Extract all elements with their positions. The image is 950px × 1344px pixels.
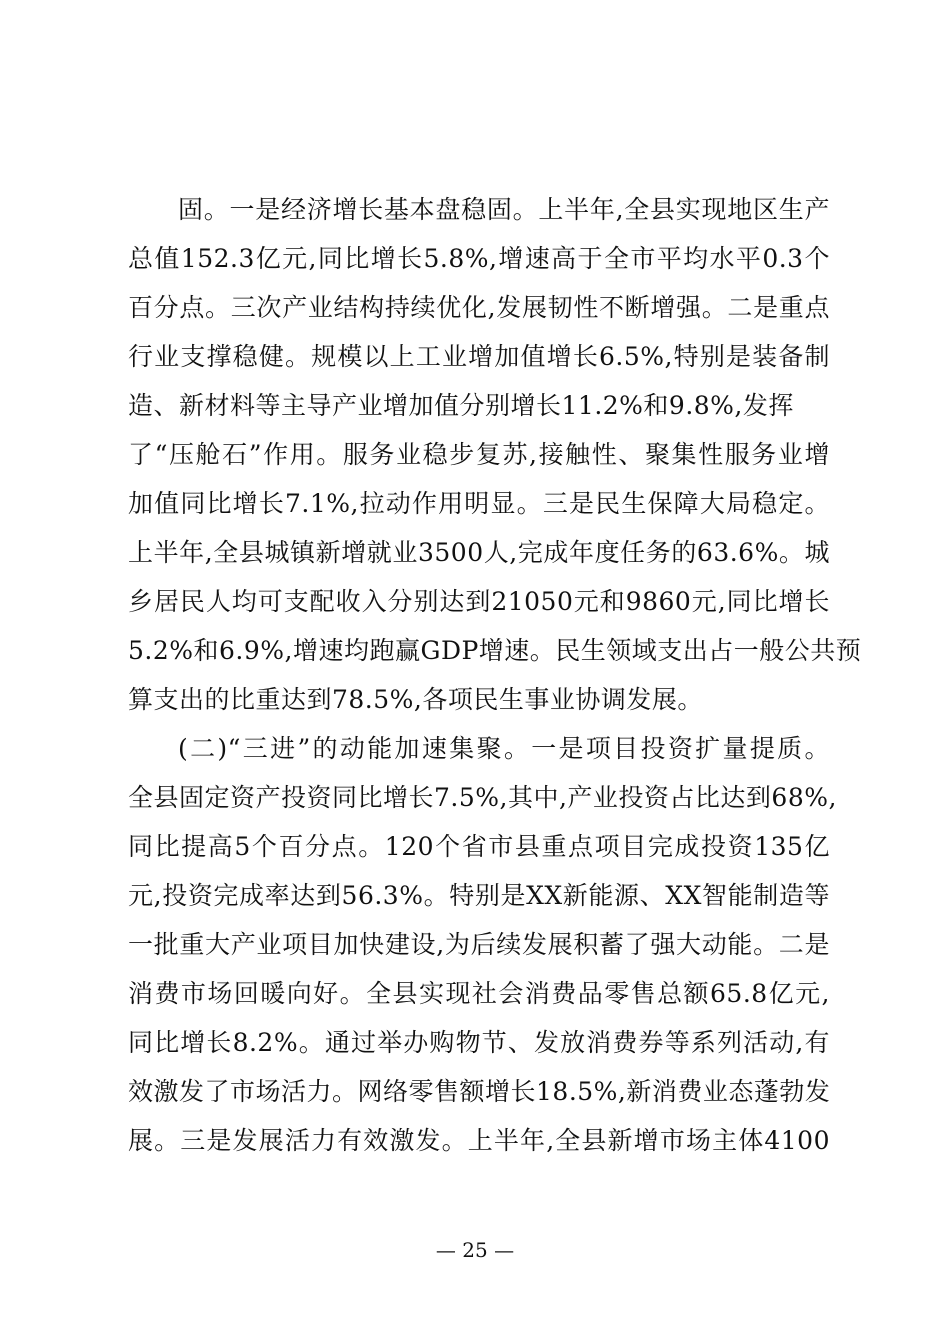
text-line: 造、新材料等主导产业增加值分别增长11.2%和9.8%,发挥 <box>128 391 794 420</box>
text-line: 效激发了市场活力。网络零售额增长18.5%,新消费业态蓬勃发 <box>128 1077 831 1106</box>
text-line: 元,投资完成率达到56.3%。特别是XX新能源、XX智能制造等 <box>128 881 830 910</box>
text-line: 同比增长8.2%。通过举办购物节、发放消费券等系列活动,有 <box>128 1028 830 1057</box>
text-line: 行业支撑稳健。规模以上工业增加值增长6.5%,特别是装备制 <box>128 342 830 371</box>
text-line: 展。三是发展活力有效激发。上半年,全县新增市场主体4100 <box>128 1126 830 1155</box>
text-line: 上半年,全县城镇新增就业3500人,完成年度任务的63.6%。城 <box>128 538 830 567</box>
text-line: 加值同比增长7.1%,拉动作用明显。三是民生保障大局稳定。 <box>128 489 830 518</box>
text-line: 全县固定资产投资同比增长7.5%,其中,产业投资占比达到68%, <box>128 783 837 812</box>
text-line: 消费市场回暖向好。全县实现社会消费品零售总额65.8亿元, <box>128 979 830 1008</box>
text-line: 百分点。三次产业结构持续优化,发展韧性不断增强。二是重点 <box>128 293 830 322</box>
text-line: 同比提高5个百分点。120个省市县重点项目完成投资135亿 <box>128 832 830 861</box>
section-heading-line: (二)“三进”的动能加速集聚。一是项目投资扩量提质。 <box>178 734 830 763</box>
text-line: 总值152.3亿元,同比增长5.8%,增速高于全市平均水平0.3个 <box>128 244 830 273</box>
text-line: 一批重大产业项目加快建设,为后续发展积蓄了强大动能。二是 <box>128 930 830 959</box>
text-line: 乡居民人均可支配收入分别达到21050元和9860元,同比增长 <box>128 587 830 616</box>
text-line: 5.2%和6.9%,增速均跑赢GDP增速。民生领域支出占一般公共预 <box>128 636 862 665</box>
text-line: 固。一是经济增长基本盘稳固。上半年,全县实现地区生产 <box>178 195 830 224</box>
text-line: 了“压舱石”作用。服务业稳步复苏,接触性、聚集性服务业增 <box>128 440 830 469</box>
page-number: — 25 — <box>435 1238 515 1262</box>
text-line: 算支出的比重达到78.5%,各项民生事业协调发展。 <box>128 685 703 714</box>
